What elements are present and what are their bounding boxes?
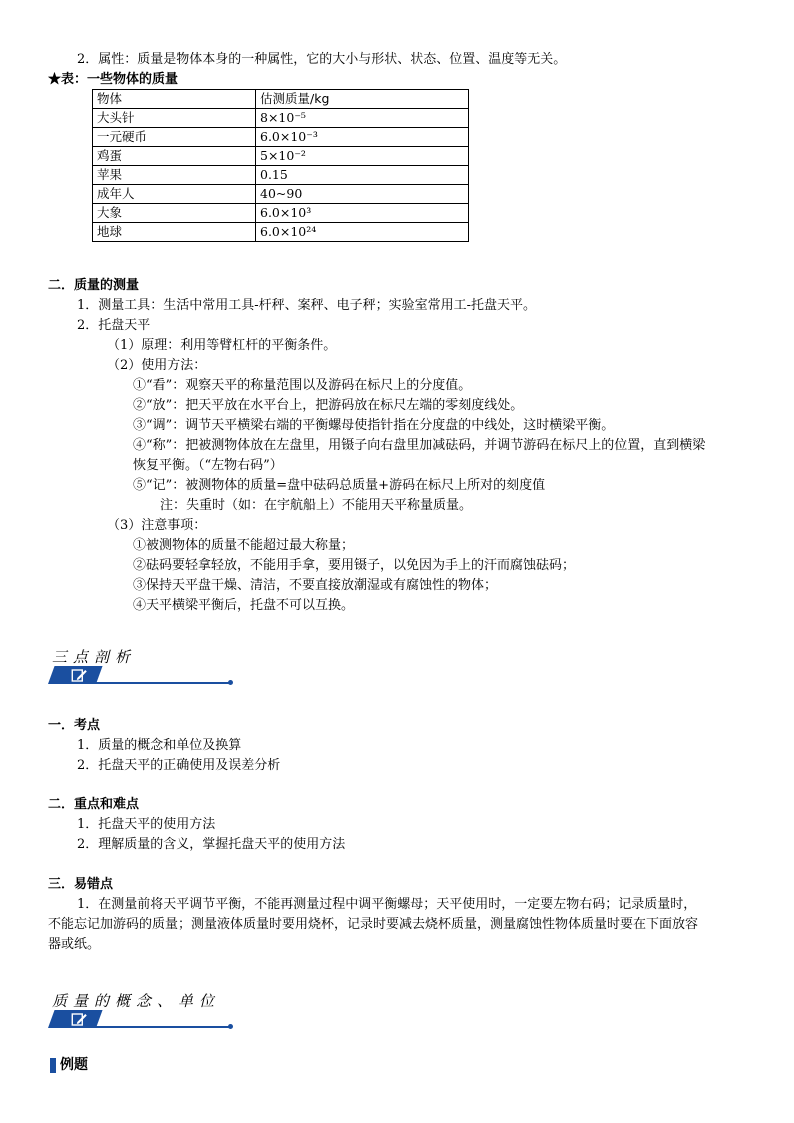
section-heading-measurement: 二．质量的测量: [48, 278, 140, 293]
table-row: [93, 223, 469, 242]
mass-table: [92, 89, 469, 242]
table-cell-object: 一元硬币: [93, 128, 256, 147]
table-row: [93, 166, 469, 185]
table-cell-object: 鸡蛋: [93, 147, 256, 166]
section-heading-yicuo: 三．易错点: [48, 877, 114, 892]
table-row: [93, 147, 469, 166]
table-cell-mass: 6.0×10³: [256, 204, 469, 223]
table-cell-mass: 5×10⁻²: [256, 147, 469, 166]
caution-item: ①被测物体的质量不能超过最大称量；: [133, 538, 355, 553]
method-step: ④“称”：把被测物体放在左盘里，用镊子向右盘里加减砝码，并调节游码在标尺上的位置，直到横梁: [133, 438, 706, 453]
table-row: [93, 109, 469, 128]
table-row: [93, 204, 469, 223]
caution-item: ②砝码要轻拿轻放，不能用手拿，要用镊子，以免因为手上的汗而腐蚀砝码；: [133, 558, 576, 573]
zhongdian-item: 1．托盘天平的使用方法: [77, 817, 216, 832]
table-header-row: [93, 90, 469, 109]
table-header-cell: 物体: [93, 90, 256, 109]
method-step: ②“放”：把天平放在水平台上，把游码放在标尺左端的零刻度线处。: [133, 398, 524, 413]
method-step: ③“调”：调节天平横梁右端的平衡螺母使指针指在分度盘的中线处，这时横梁平衡。: [133, 418, 615, 433]
pencil-paper-icon: [71, 668, 87, 682]
banner-rule: [88, 1026, 230, 1028]
banner-title: 质量的概念、单位: [52, 992, 221, 1010]
section-heading-kaodian: 一．考点: [48, 718, 101, 733]
table-cell-object: 苹果: [93, 166, 256, 185]
table-cell-mass: 0.15: [256, 166, 469, 185]
method-step-continued: 恢复平衡。（“左物右码”）: [133, 458, 283, 473]
measurement-item-2: 2．托盘天平: [77, 318, 151, 333]
banner-rule: [88, 682, 230, 684]
example-marker: [50, 1058, 56, 1073]
yicuo-text: 1．在测量前将天平调节平衡，不能再测量过程中调平衡螺母；天平使用时，一定要左物右码；记录质量时，: [77, 897, 697, 912]
yicuo-text: 不能忘记加游码的质量；测量液体质量时要用烧杯，记录时要减去烧杯质量，测量腐蚀性物体质量时要在下面放容: [48, 917, 699, 932]
section-heading-zhongdian: 二．重点和难点: [48, 797, 140, 812]
caution-item: ④天平横梁平衡后，托盘不可以互换。: [133, 598, 355, 613]
kaodian-item: 1．质量的概念和单位及换算: [77, 738, 242, 753]
principle-text: （1）原理：利用等臂杠杆的平衡条件。: [107, 338, 337, 353]
table-row: [93, 128, 469, 147]
method-title: （2）使用方法：: [107, 358, 207, 373]
zhongdian-item: 2．理解质量的含义，掌握托盘天平的使用方法: [77, 837, 346, 852]
pencil-paper-icon: [71, 1012, 87, 1026]
caution-item: ③保持天平盘干燥、清洁，不要直接放潮湿或有腐蚀性的物体；: [133, 578, 498, 593]
method-step: ⑤“记”：被测物体的质量=盘中砝码总质量+游码在标尺上所对的刻度值: [133, 478, 546, 493]
banner-dot: [228, 1024, 233, 1029]
kaodian-item: 2．托盘天平的正确使用及误差分析: [77, 758, 281, 773]
banner-title: 三点剖析: [52, 648, 137, 666]
example-label: 例题: [60, 1057, 88, 1073]
table-cell-mass: 6.0×10²⁴: [256, 223, 469, 242]
cautions-title: （3）注意事项：: [107, 518, 207, 533]
section-banner: [48, 990, 232, 1030]
method-step: ①“看”：观察天平的称量范围以及游码在标尺上的分度值。: [133, 378, 472, 393]
table-row: [93, 185, 469, 204]
measurement-item-1: 1．测量工具：生活中常用工具-杆秤、案秤、电子秤；实验室常用工-托盘天平。: [77, 298, 537, 313]
table-title: ★表：一些物体的质量: [48, 72, 179, 87]
table-cell-object: 地球: [93, 223, 256, 242]
table-cell-mass: 40~90: [256, 185, 469, 204]
property-text: 2．属性：质量是物体本身的一种属性，它的大小与形状、状态、位置、温度等无关。: [77, 52, 567, 67]
table-cell-object: 成年人: [93, 185, 256, 204]
table-cell-object: 大头针: [93, 109, 256, 128]
weightless-note: 注：失重时（如：在宇航船上）不能用天平称量质量。: [160, 498, 473, 513]
yicuo-text: 器或纸。: [48, 937, 101, 952]
table-cell-mass: 8×10⁻⁵: [256, 109, 469, 128]
section-banner: [48, 646, 232, 686]
table-cell-object: 大象: [93, 204, 256, 223]
table-cell-mass: 6.0×10⁻³: [256, 128, 469, 147]
table-header-cell: 估测质量/kg: [256, 90, 469, 109]
banner-dot: [228, 680, 233, 685]
